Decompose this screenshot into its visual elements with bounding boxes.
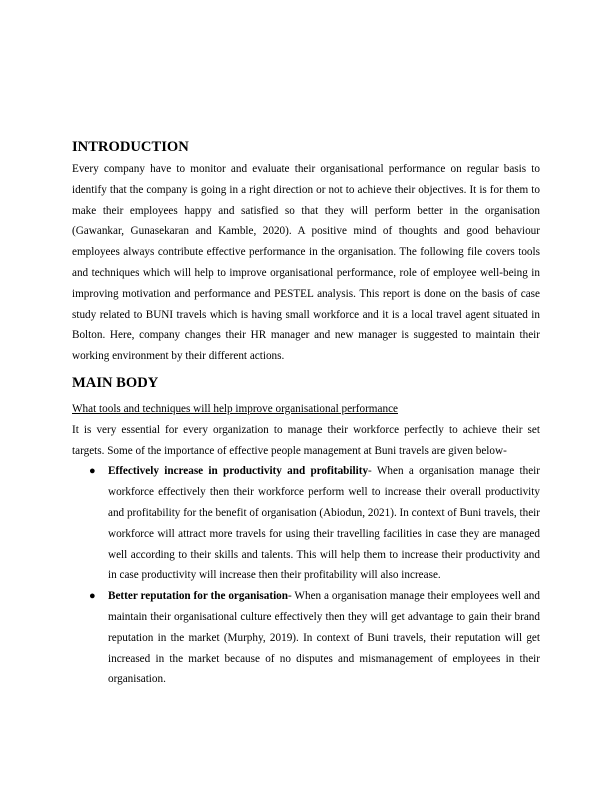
introduction-heading: INTRODUCTION <box>72 139 189 155</box>
list-item <box>72 586 540 690</box>
bullet-text: - When a organisation manage their workforce effectively then their workforce perform well to increase their overall productivity and profitability for the benefit of organisation (Abiodun, 2021). In context of Buni travels, their workforce will attract more travels for using their travelling facilities in case they are managed well according to their skills and talents. This will help them to increase their productivity and in case productivity will increase then their profitability will also increase. <box>108 465 540 582</box>
bullet-list <box>72 461 540 690</box>
document-body <box>72 138 540 690</box>
main-body-heading: MAIN BODY <box>72 374 159 391</box>
bullet-icon: ● <box>89 590 96 603</box>
introduction-paragraph: Every company have to monitor and evaluate their organisational performance on regular basis to identify that the company is going in a right direction or not to achieve their objectives. It is for them to make their employees happy and satisfied so that they will perform better in the organisation (Gawankar, Gunasekaran and Kamble, 2020). A positive mind of thoughts and good behaviour employees always contribute effective performance in the organisation. The following file covers tools and techniques which will help to improve organisational performance, role of employee well-being in improving motivation and performance and PESTEL analysis. This report is done on the basis of case study related to BUNI travels which is having small workforce and it is a local travel agent situated in Bolton. Here, company changes their HR manager and new manager is suggested to maintain their working environment by their different actions. <box>72 163 540 363</box>
section-subheading: What tools and techniques will help improve organisational performance <box>72 402 398 415</box>
bullet-icon: ● <box>89 465 96 478</box>
list-item <box>72 461 540 586</box>
bullet-title: Better reputation for the organisation <box>108 590 288 603</box>
bullet-text: - When a organisation manage their employees well and maintain their organisational culture effectively then they will get advantage to gain their brand reputation in the market (Murphy, 2019). In context of Buni travels, their reputation will get increased in the market because of no disputes and mismanagement of employees in their organisation. <box>108 590 540 686</box>
bullet-title: Effectively increase in productivity and profitability <box>108 465 369 478</box>
section-lead-paragraph: It is very essential for every organization to manage their workforce perfectly to achieve their set targets. Some of the importance of effective people management at Buni travels are given below- <box>72 423 540 457</box>
